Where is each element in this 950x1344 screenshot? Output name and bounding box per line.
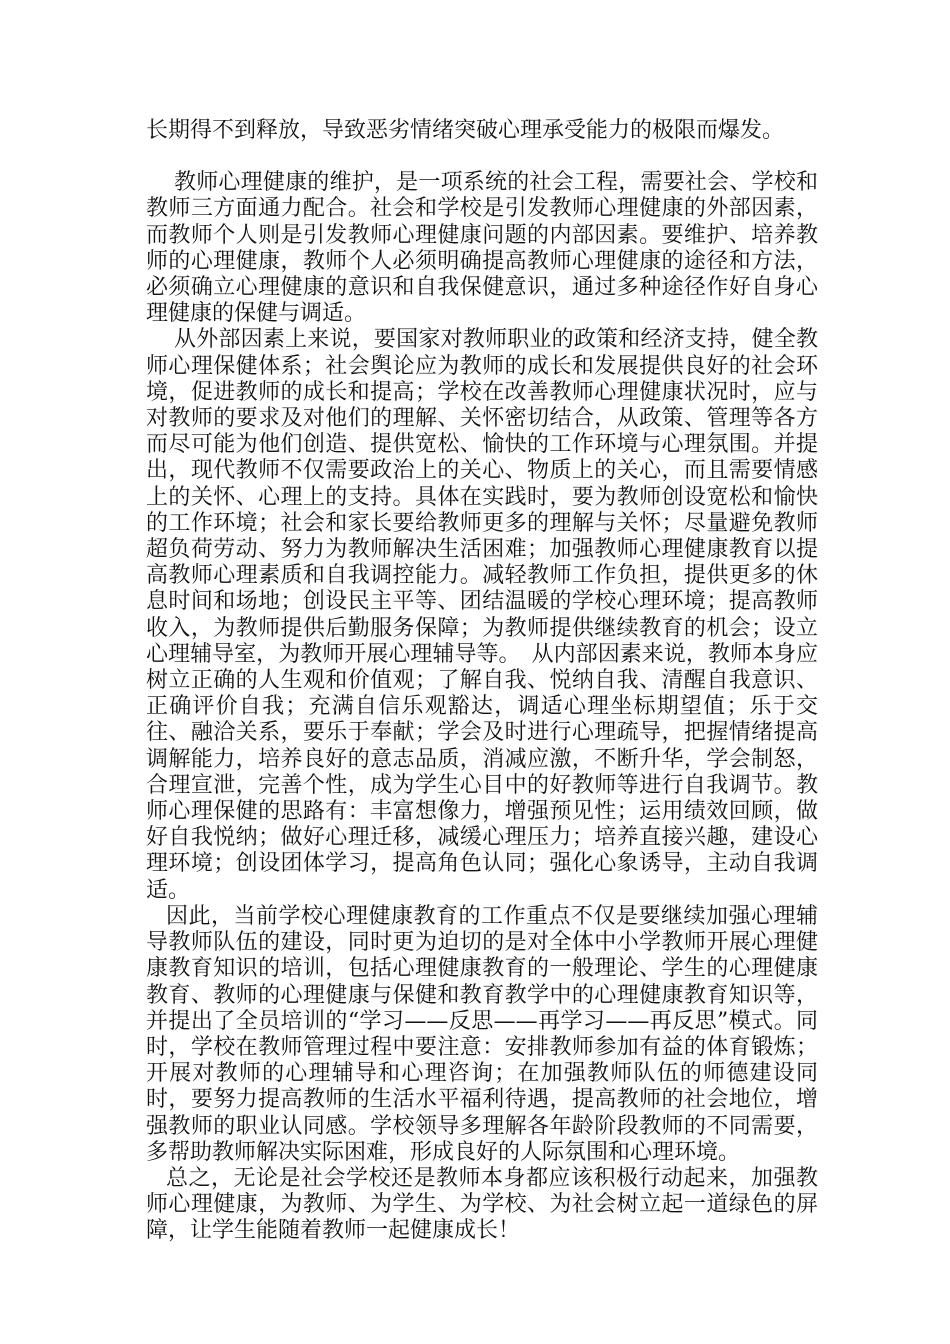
paragraph-factors: 从外部因素上来说，要国家对教师职业的政策和经济支持，健全教师心理保健体系；社会舆论应为教师的成长和发展提供良好的社会环境，促进教师的成长和提高；学校在改善教师心理健康状况时，应与对教师的要求及对他们的理解、关怀密切结合，从政策、管理等各方而尽可能为他们创造、提供宽松、愉快的工作环境与心理氛围。并提出，现代教师不仅需要政治上的关心、物质上的关心，而且需要情感上的关怀、心理上的支持。具体在实践时，要为教师创设宽松和愉快的工作环境；社会和家长要给教师更多的理解与关怀；尽量避免教师超负荷劳动、努力为教师解决生活困难；加强教师心理健康教育以提高教师心理素质和自我调控能力。减轻教师工作负担，提供更多的休息时间和场地；创设民主平等、团结温暖的学校心理环境；提高教师收入，为教师提供后勤服务保障；为教师提供继续教育的机会；设立心理辅导室，为教师开展心理辅导等。 从内部因素来说，教师本身应树立正确的人生观和价值观；了解自我、悦纳自我、清醒自我意识、正确评价自我；充满自信乐观豁达，调适心理坐标期望值；乐于交往、融洽关系，要乐于奉献；学会及时进行心理疏导，把握情绪提高调解能力，培养良好的意志品质，消减应激，不断升华，学会制怒，合理宣泄，完善个性，成为学生心目中的好教师等进行自我调节。教师心理保健的思路有：丰富想像力，增强预见性；运用绩效回顾，做好自我悦纳；做好心理迁移，减缓心理压力；培养直接兴趣，建设心理环境；创设团体学习，提高角色认同；强化心象诱导，主动自我调适。 — [146, 327, 818, 903]
paragraph-maintenance: 教师心理健康的维护，是一项系统的社会工程，需要社会、学校和教师三方面通力配合。社会和学校是引发教师心理健康的外部因素，而教师个人则是引发教师心理健康问题的内部因素。要维护、培养教师的心理健康，教师个人必须明确提高教师心理健康的途径和方法，必须确立心理健康的意识和自我保健意识，通过多种途径作好自身心理健康的保健与调适。 — [146, 170, 818, 327]
paragraph-conclusion: 总之，无论是社会学校还是教师本身都应该积极行动起来，加强教师心理健康，为教师、为学生、为学校、为社会树立起一道绿色的屏障，让学生能随着教师一起健康成长！ — [146, 1165, 818, 1244]
paragraph-continuation: 长期得不到释放，导致恶劣情绪突破心理承受能力的极限而爆发。 — [146, 118, 785, 143]
paragraph-training: 因此，当前学校心理健康教育的工作重点不仅是要继续加强心理辅导教师队伍的建设，同时更为迫切的是对全体中小学教师开展心理健康教育知识的培训，包括心理健康教育的一般理论、学生的心理健康教育、教师的心理健康与保健和教育教学中的心理健康教育知识等，并提出了全员培训的“学习——反思——再学习——再反思”模式。同时，学校在教师管理过程中要注意：安排教师参加有益的体育锻炼；开展对教师的心理辅导和心理咨询；在加强教师队伍的师德建设同时，要努力提高教师的生活水平福利待遇，提高教师的社会地位，增强教师的职业认同感。学校领导多理解各年龄阶段教师的不同需要，多帮助教师解决实际困难，形成良好的人际氛围和心理环境。 — [146, 903, 818, 1165]
paragraph-spacer — [146, 144, 818, 170]
document-body — [146, 118, 818, 1245]
